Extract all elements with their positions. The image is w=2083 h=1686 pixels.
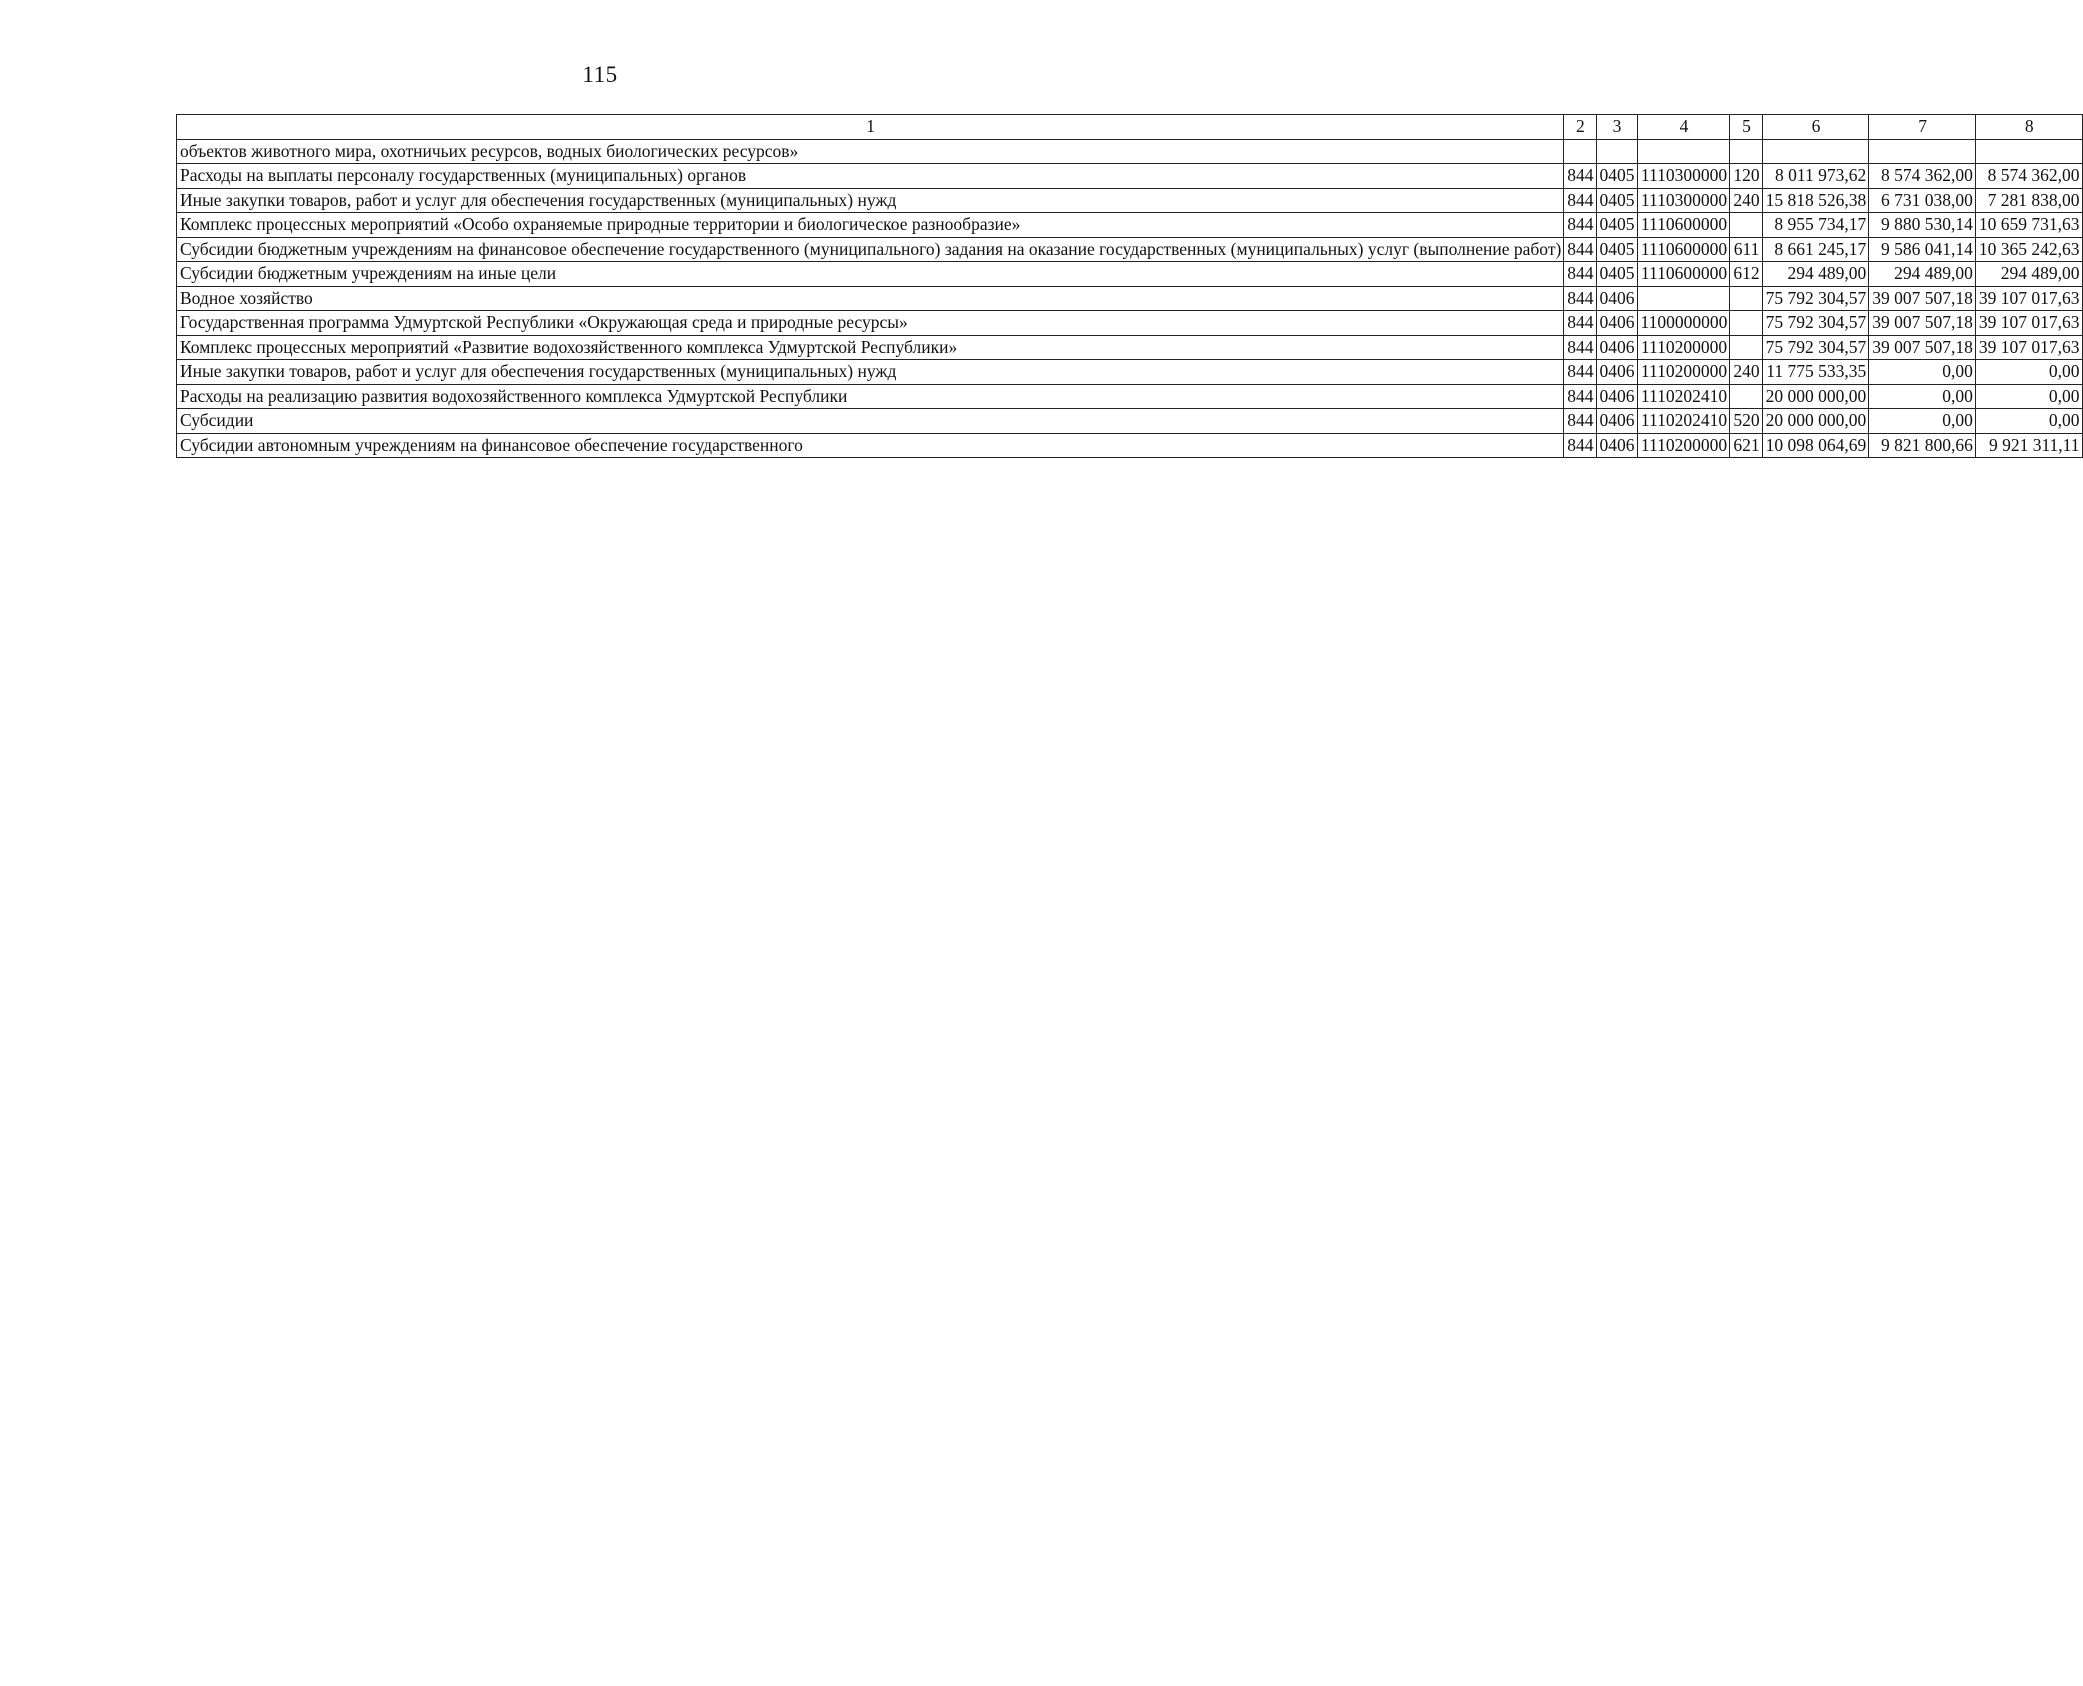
table-row — [177, 335, 2083, 360]
table-row — [177, 139, 2083, 164]
cell-col-7: 39 007 507,18 — [1869, 286, 1976, 311]
row-name-cell: Иные закупки товаров, работ и услуг для обеспечения государственных (муниципальных) нужд — [177, 360, 1564, 385]
cell-col-6: 15 818 526,38 — [1762, 188, 1869, 213]
cell-col-6: 8 661 245,17 — [1762, 237, 1869, 262]
header-row — [177, 115, 2083, 140]
row-name-cell: Субсидии бюджетным учреждениям на финансовое обеспечение государственного (муниципального) задания на оказание государственных (муниципальных) услуг (выполнение работ) — [177, 237, 1564, 262]
cell-col-7: 294 489,00 — [1869, 262, 1976, 287]
cell-col-6: 20 000 000,00 — [1762, 384, 1869, 409]
cell-col-8: 9 921 311,11 — [1975, 433, 2082, 458]
cell-col-4: 1110200000 — [1637, 335, 1730, 360]
cell-col-8 — [1975, 139, 2082, 164]
table-row — [177, 164, 2083, 189]
cell-col-8: 39 107 017,63 — [1975, 311, 2082, 336]
cell-col-5: 240 — [1730, 360, 1762, 385]
cell-col-5 — [1730, 335, 1762, 360]
cell-col-7: 8 574 362,00 — [1869, 164, 1976, 189]
cell-col-4: 1110300000 — [1637, 188, 1730, 213]
table-row — [177, 213, 2083, 238]
table-row — [177, 384, 2083, 409]
cell-col-4: 1110202410 — [1637, 384, 1730, 409]
cell-col-4 — [1637, 286, 1730, 311]
cell-col-2: 844 — [1564, 384, 1596, 409]
table-row — [177, 409, 2083, 434]
cell-col-3: 0405 — [1596, 213, 1637, 238]
cell-col-6: 8 955 734,17 — [1762, 213, 1869, 238]
cell-col-7: 0,00 — [1869, 409, 1976, 434]
cell-col-2: 844 — [1564, 164, 1596, 189]
cell-col-3: 0406 — [1596, 286, 1637, 311]
cell-col-8: 10 659 731,63 — [1975, 213, 2082, 238]
cell-col-2: 844 — [1564, 409, 1596, 434]
cell-col-5 — [1730, 311, 1762, 336]
page-number: 115 — [582, 62, 618, 87]
cell-col-4: 1110200000 — [1637, 360, 1730, 385]
cell-col-8: 0,00 — [1975, 409, 2082, 434]
row-name-cell: Субсидии — [177, 409, 1564, 434]
cell-col-5: 621 — [1730, 433, 1762, 458]
cell-col-5: 520 — [1730, 409, 1762, 434]
column-header: 1 — [177, 115, 1564, 140]
table-row — [177, 360, 2083, 385]
table-row — [177, 237, 2083, 262]
cell-col-7 — [1869, 139, 1976, 164]
cell-col-3: 0405 — [1596, 262, 1637, 287]
column-header: 8 — [1975, 115, 2082, 140]
budget-table — [176, 114, 2083, 458]
cell-col-7: 39 007 507,18 — [1869, 335, 1976, 360]
table-row — [177, 433, 2083, 458]
cell-col-2: 844 — [1564, 335, 1596, 360]
cell-col-4: 1110200000 — [1637, 433, 1730, 458]
cell-col-4: 1100000000 — [1637, 311, 1730, 336]
cell-col-2: 844 — [1564, 237, 1596, 262]
cell-col-7: 9 821 800,66 — [1869, 433, 1976, 458]
cell-col-7: 0,00 — [1869, 360, 1976, 385]
cell-col-8: 39 107 017,63 — [1975, 286, 2082, 311]
cell-col-3: 0405 — [1596, 188, 1637, 213]
row-name-cell: Иные закупки товаров, работ и услуг для обеспечения государственных (муниципальных) нужд — [177, 188, 1564, 213]
table-row — [177, 286, 2083, 311]
cell-col-7: 9 586 041,14 — [1869, 237, 1976, 262]
cell-col-5 — [1730, 213, 1762, 238]
cell-col-8: 7 281 838,00 — [1975, 188, 2082, 213]
cell-col-7: 39 007 507,18 — [1869, 311, 1976, 336]
cell-col-2 — [1564, 139, 1596, 164]
row-name-cell: Водное хозяйство — [177, 286, 1564, 311]
column-header: 7 — [1869, 115, 1976, 140]
column-header: 3 — [1596, 115, 1637, 140]
cell-col-5 — [1730, 139, 1762, 164]
cell-col-5 — [1730, 384, 1762, 409]
cell-col-8: 39 107 017,63 — [1975, 335, 2082, 360]
cell-col-3: 0406 — [1596, 409, 1637, 434]
cell-col-2: 844 — [1564, 360, 1596, 385]
cell-col-2: 844 — [1564, 262, 1596, 287]
cell-col-3: 0406 — [1596, 384, 1637, 409]
cell-col-5: 611 — [1730, 237, 1762, 262]
cell-col-2: 844 — [1564, 188, 1596, 213]
cell-col-7: 9 880 530,14 — [1869, 213, 1976, 238]
cell-col-2: 844 — [1564, 311, 1596, 336]
cell-col-2: 844 — [1564, 433, 1596, 458]
cell-col-3 — [1596, 139, 1637, 164]
table-body — [177, 139, 2083, 458]
row-name-cell: Расходы на реализацию развития водохозяйственного комплекса Удмуртской Республики — [177, 384, 1564, 409]
cell-col-7: 0,00 — [1869, 384, 1976, 409]
column-header: 5 — [1730, 115, 1762, 140]
cell-col-2: 844 — [1564, 286, 1596, 311]
row-name-cell: Государственная программа Удмуртской Республики «Окружающая среда и природные ресурсы» — [177, 311, 1564, 336]
cell-col-5: 120 — [1730, 164, 1762, 189]
table-row — [177, 188, 2083, 213]
cell-col-4: 1110300000 — [1637, 164, 1730, 189]
row-name-cell: Расходы на выплаты персоналу государственных (муниципальных) органов — [177, 164, 1564, 189]
cell-col-8: 8 574 362,00 — [1975, 164, 2082, 189]
cell-col-3: 0405 — [1596, 237, 1637, 262]
cell-col-8: 0,00 — [1975, 384, 2082, 409]
table-header — [177, 115, 2083, 140]
cell-col-4: 1110600000 — [1637, 213, 1730, 238]
cell-col-5: 240 — [1730, 188, 1762, 213]
cell-col-5: 612 — [1730, 262, 1762, 287]
column-header: 6 — [1762, 115, 1869, 140]
cell-col-6: 8 011 973,62 — [1762, 164, 1869, 189]
column-header: 2 — [1564, 115, 1596, 140]
cell-col-6: 20 000 000,00 — [1762, 409, 1869, 434]
cell-col-6: 75 792 304,57 — [1762, 335, 1869, 360]
cell-col-6: 294 489,00 — [1762, 262, 1869, 287]
cell-col-4: 1110202410 — [1637, 409, 1730, 434]
cell-col-6: 10 098 064,69 — [1762, 433, 1869, 458]
table-row — [177, 262, 2083, 287]
column-header: 4 — [1637, 115, 1730, 140]
cell-col-6: 75 792 304,57 — [1762, 311, 1869, 336]
cell-col-4 — [1637, 139, 1730, 164]
cell-col-6: 11 775 533,35 — [1762, 360, 1869, 385]
cell-col-5 — [1730, 286, 1762, 311]
cell-col-8: 0,00 — [1975, 360, 2082, 385]
cell-col-2: 844 — [1564, 213, 1596, 238]
cell-col-3: 0406 — [1596, 311, 1637, 336]
cell-col-4: 1110600000 — [1637, 237, 1730, 262]
cell-col-3: 0405 — [1596, 164, 1637, 189]
row-name-cell: Комплекс процессных мероприятий «Развитие водохозяйственного комплекса Удмуртской Республики» — [177, 335, 1564, 360]
row-name-cell: Субсидии автономным учреждениям на финансовое обеспечение государственного — [177, 433, 1564, 458]
cell-col-3: 0406 — [1596, 433, 1637, 458]
row-name-cell: Комплекс процессных мероприятий «Особо охраняемые природные территории и биологическое разнообразие» — [177, 213, 1564, 238]
row-name-cell: Субсидии бюджетным учреждениям на иные цели — [177, 262, 1564, 287]
row-name-cell: объектов животного мира, охотничьих ресурсов, водных биологических ресурсов» — [177, 139, 1564, 164]
cell-col-4: 1110600000 — [1637, 262, 1730, 287]
table-row — [177, 311, 2083, 336]
cell-col-7: 6 731 038,00 — [1869, 188, 1976, 213]
cell-col-6 — [1762, 139, 1869, 164]
cell-col-8: 294 489,00 — [1975, 262, 2082, 287]
cell-col-3: 0406 — [1596, 335, 1637, 360]
cell-col-6: 75 792 304,57 — [1762, 286, 1869, 311]
cell-col-3: 0406 — [1596, 360, 1637, 385]
cell-col-8: 10 365 242,63 — [1975, 237, 2082, 262]
